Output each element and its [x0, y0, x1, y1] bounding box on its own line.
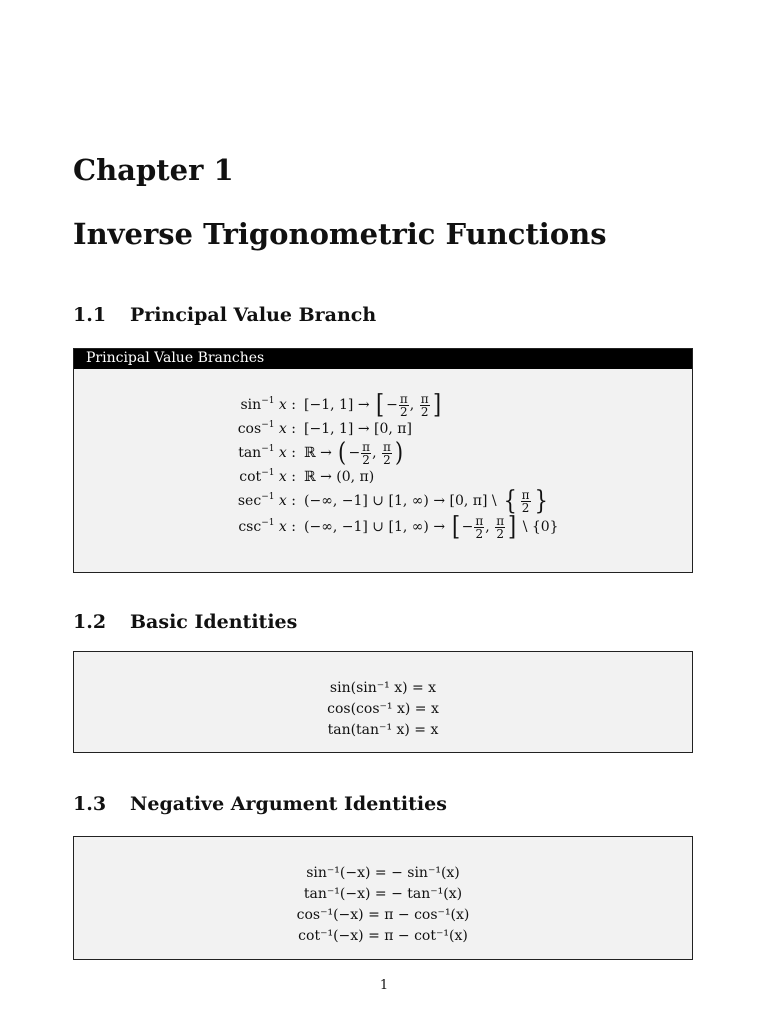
- principal-value-box: [73, 348, 693, 573]
- section-heading-1-2: [73, 611, 297, 633]
- box-title: Principal Value Branches: [74, 349, 692, 369]
- row-arccot: [230, 466, 559, 488]
- section-number: 1.1: [73, 304, 107, 326]
- row-lhs: $\sec^{-1} x$ :: [237, 492, 296, 509]
- basic-identities-list: [74, 678, 692, 741]
- section-title: Principal Value Branch: [130, 304, 377, 326]
- section-heading-1-1: [73, 304, 376, 326]
- row-arcsec: [230, 488, 559, 514]
- row-arcsin: [230, 392, 559, 418]
- basic-identities-box: [73, 651, 693, 753]
- row-lhs: $\cos^{-1} x$ :: [237, 420, 296, 437]
- row-rhs: [−1, 1] → [0, π]: [304, 421, 412, 437]
- section-title: Negative Argument Identities: [130, 793, 447, 815]
- row-rhs: [−1, 1] → [ − $\frac{\pi}{2}$ , $\frac{\pi}{2}$ ]: [304, 390, 441, 420]
- chapter-label: Chapter 1: [73, 153, 234, 187]
- section-title: Basic Identities: [130, 611, 298, 633]
- negative-identities-box: [73, 836, 693, 960]
- row-arccos: [230, 418, 559, 440]
- row-rhs: (−∞, −1] ∪ [1, ∞) → [ − $\frac{\pi}{2}$ , $\frac{\pi}{2}$ ] \ {0}: [304, 512, 559, 542]
- section-number: 1.3: [73, 793, 107, 815]
- chapter-title: Inverse Trigonometric Functions: [73, 217, 607, 251]
- row-rhs: (−∞, −1] ∪ [1, ∞) → [0, π] \ { $\frac{\pi}{2}$ }: [304, 486, 548, 516]
- identity-tan: tan(tan⁻¹ x) = x: [327, 722, 439, 738]
- row-rhs: ℝ → ( − $\frac{\pi}{2}$ , $\frac{\pi}{2}$ ): [304, 438, 403, 468]
- principal-value-table: [230, 392, 559, 540]
- row-lhs: $\csc^{-1} x$ :: [238, 518, 296, 535]
- negative-identities-list: [74, 863, 692, 947]
- identity-arctan-neg: tan⁻¹(−x) = − tan⁻¹(x): [303, 886, 463, 902]
- row-lhs: $\cot^{-1} x$ :: [239, 468, 296, 485]
- row-lhs: $\tan^{-1} x$ :: [238, 444, 296, 461]
- row-arctan: [230, 440, 559, 466]
- identity-arccos-neg: cos⁻¹(−x) = π − cos⁻¹(x): [296, 907, 470, 923]
- identity-arccot-neg: cot⁻¹(−x) = π − cot⁻¹(x): [298, 928, 468, 944]
- identity-cos: cos(cos⁻¹ x) = x: [327, 701, 439, 717]
- page-number: 1: [379, 978, 389, 993]
- row-lhs: $\sin^{-1} x$ :: [240, 396, 296, 413]
- identity-sin: sin(sin⁻¹ x) = x: [329, 680, 437, 696]
- identity-arcsin-neg: sin⁻¹(−x) = − sin⁻¹(x): [306, 865, 460, 881]
- section-number: 1.2: [73, 611, 107, 633]
- section-heading-1-3: [73, 793, 447, 815]
- row-rhs: ℝ → (0, π): [304, 469, 375, 485]
- row-arccsc: [230, 514, 559, 540]
